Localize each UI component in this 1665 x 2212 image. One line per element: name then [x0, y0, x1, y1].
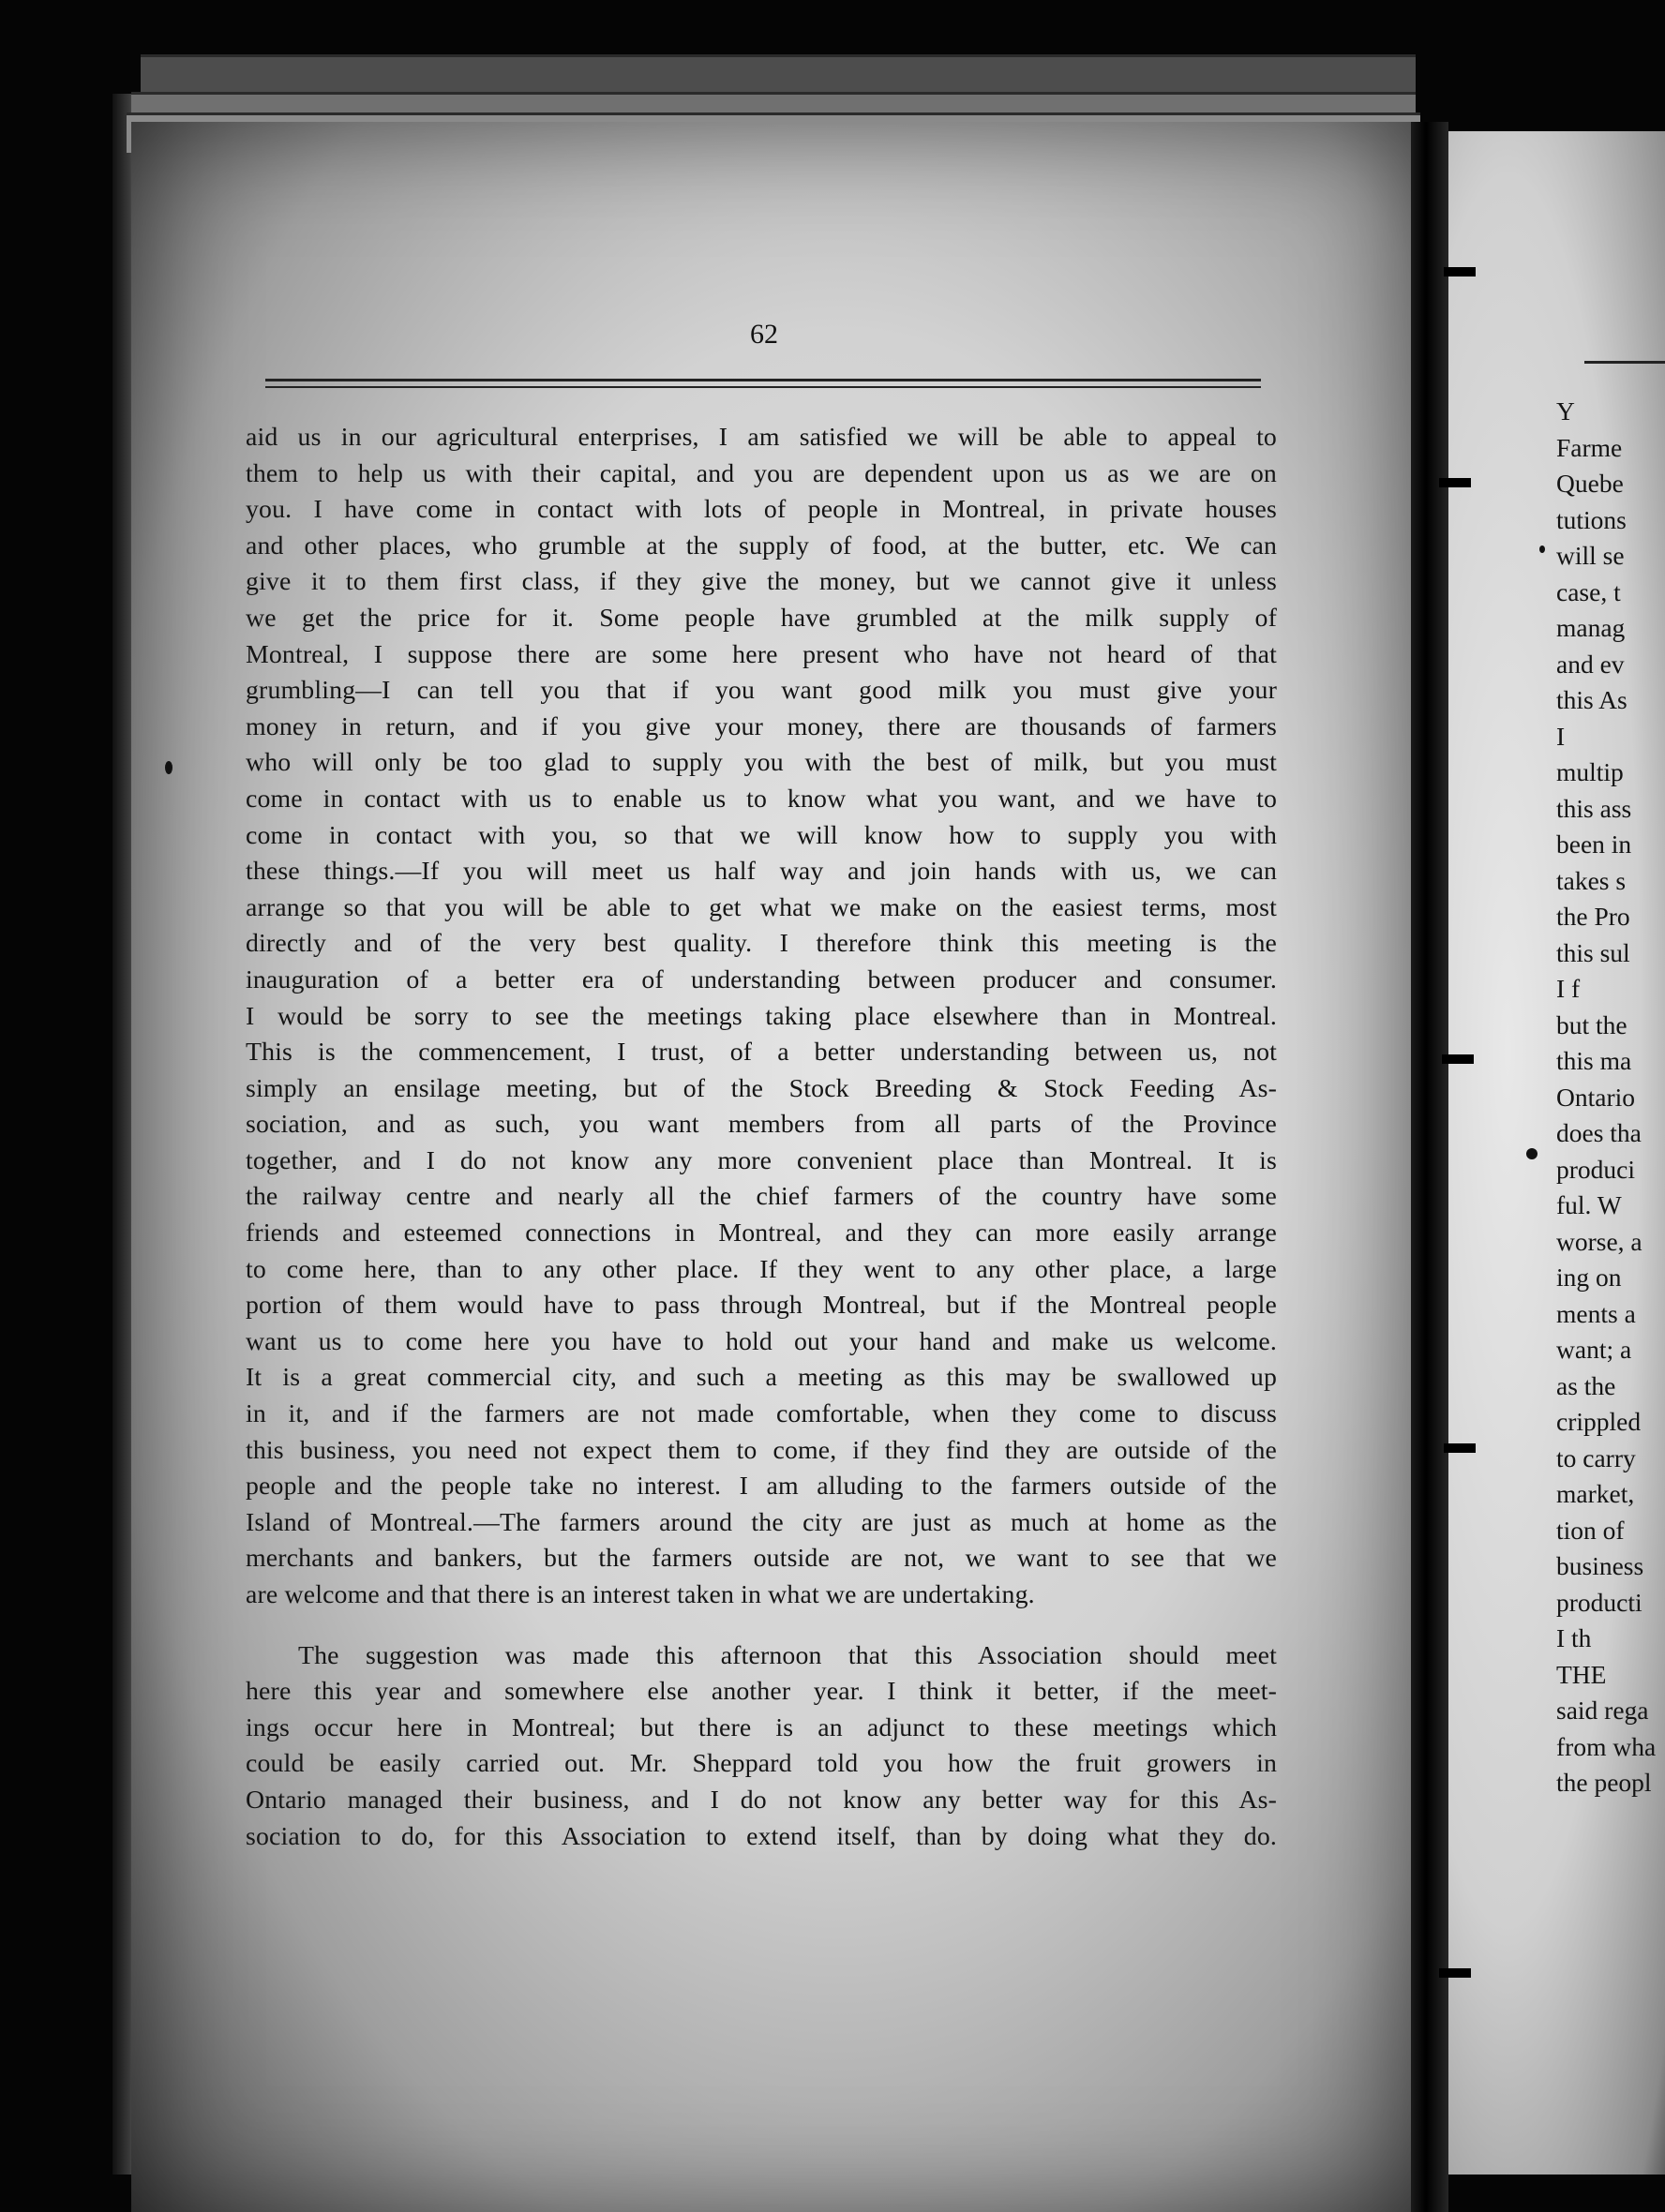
facing-text-line: I th [1556, 1623, 1592, 1652]
page-number: 62 [750, 319, 778, 350]
paragraph [246, 1638, 1277, 1856]
text-line: give it to them first class, if they give the money, but we cannot give it unless [246, 567, 1277, 597]
facing-text-line: but the [1556, 1009, 1628, 1039]
facing-text-line: ful. W [1556, 1190, 1622, 1219]
text-line: directly and of the very best quality. I therefore think this meeting is the [246, 929, 1277, 959]
facing-text-line: this ma [1556, 1046, 1632, 1075]
facing-text-line: this sul [1556, 937, 1630, 967]
text-line: sociation to do, for this Association to extend itself, than by doing what they do. [246, 1821, 1277, 1851]
facing-text-line: multip [1556, 757, 1624, 786]
text-line: simply an ensilage meeting, but of the Stock Breeding & Stock Feeding As- [246, 1073, 1277, 1103]
text-line: arrange so that you will be able to get what we make on the easiest terms, most [246, 892, 1277, 922]
facing-text-line: produci [1556, 1154, 1636, 1184]
text-line: friends and esteemed connections in Montreal, and they can more easily arrange [246, 1218, 1277, 1248]
header-rule [265, 386, 1261, 388]
text-line: the railway centre and nearly all the chief farmers of the country have some [246, 1182, 1277, 1212]
text-line: portion of them would have to pass through Montreal, but if the Montreal people [246, 1291, 1277, 1321]
facing-text-line: ments a [1556, 1298, 1636, 1328]
facing-text-line: and ev [1556, 649, 1625, 679]
facing-text-line: want; a [1556, 1335, 1632, 1364]
text-line: money in return, and if you give your money, there are thousands of farmers [246, 711, 1277, 741]
facing-text-line: THE [1556, 1659, 1607, 1689]
text-line: inauguration of a better era of understanding between producer and consumer. [246, 964, 1277, 994]
text-line: these things.—If you will meet us half way and join hands with us, we can [246, 857, 1277, 887]
facing-text-line: case, t [1556, 576, 1621, 606]
text-line: people and the people take no interest. I am alluding to the farmers outside of the [246, 1472, 1277, 1502]
binding-thread [1439, 478, 1471, 487]
scan-speck [1539, 546, 1545, 553]
text-line: grumbling—I can tell you that if you want good milk you must give your [246, 676, 1277, 706]
text-line: you. I have come in contact with lots of people in Montreal, in private houses [246, 495, 1277, 525]
text-line: together, and I do not know any more convenient place than Montreal. It is [246, 1145, 1277, 1175]
facing-text-line: tutions [1556, 504, 1627, 534]
text-line: in it, and if the farmers are not made comfortable, when they come to discuss [246, 1399, 1277, 1429]
text-line: here this year and somewhere else another year. I think it better, if the meet- [246, 1677, 1277, 1707]
facing-header-rule [1584, 361, 1665, 364]
facing-text-line: takes s [1556, 865, 1627, 895]
text-line: merchants and bankers, but the farmers outside are not, we want to see that we [246, 1544, 1277, 1574]
facing-text-line: market, [1556, 1479, 1635, 1508]
facing-text-line: producti [1556, 1587, 1642, 1617]
facing-text-line: the peopl [1556, 1768, 1652, 1797]
paragraph [246, 420, 1277, 1614]
text-line: I would be sorry to see the meetings taking place elsewhere than in Montreal. [246, 1001, 1277, 1031]
text-line: aid us in our agricultural enterprises, I am satisfied we will be able to appeal to [246, 423, 1277, 452]
text-line: come in contact with us to enable us to know what you want, and we have to [246, 784, 1277, 814]
page-body [246, 420, 1277, 1855]
facing-text-line: the Pro [1556, 902, 1630, 931]
facing-text-line: will se [1556, 541, 1625, 570]
text-line: this business, you need not expect them to come, if they find they are outside of the [246, 1435, 1277, 1465]
facing-text-line: tion of [1556, 1515, 1625, 1545]
text-line: It is a great commercial city, and such a meeting as this may be swallowed up [246, 1363, 1277, 1393]
binding-thread [1444, 267, 1476, 276]
facing-text-line: to carry [1556, 1442, 1636, 1472]
text-line: This is the commencement, I trust, of a better understanding between us, not [246, 1038, 1277, 1068]
facing-text-line: this ass [1556, 793, 1632, 823]
facing-text-line: manag [1556, 613, 1626, 642]
facing-text-line: I f [1556, 974, 1581, 1003]
text-line: them to help us with their capital, and you are dependent upon us as we are on [246, 458, 1277, 488]
text-line: come in contact with you, so that we will know how to supply you with [246, 820, 1277, 850]
text-line: Island of Montreal.—The farmers around the city are just as much at home as the [246, 1507, 1277, 1537]
text-line: ings occur here in Montreal; but there is an adjunct to these meetings which [246, 1712, 1277, 1742]
scan-speck [165, 761, 172, 774]
facing-text-line: business [1556, 1551, 1644, 1580]
facing-text-line: crippled [1556, 1407, 1642, 1436]
text-line: who will only be too glad to supply you with the best of milk, but you must [246, 748, 1277, 778]
facing-text-line: Y [1556, 396, 1575, 426]
facing-text-line: does tha [1556, 1118, 1642, 1147]
facing-text-line: been in [1556, 830, 1632, 859]
facing-text-line: ing on [1556, 1263, 1622, 1292]
text-line: sociation, and as such, you want members from all parts of the Province [246, 1110, 1277, 1140]
facing-text-line: Ontario [1556, 1082, 1636, 1112]
facing-text-line: as the [1556, 1370, 1616, 1400]
text-line: could be easily carried out. Mr. Sheppard told you how the fruit growers in [246, 1749, 1277, 1779]
text-line: to come here, than to any other place. If they went to any other place, a large [246, 1254, 1277, 1284]
facing-text-line: from wha [1556, 1731, 1657, 1761]
facing-text-line: Farme [1556, 432, 1623, 462]
binding-thread [1442, 1054, 1474, 1064]
header-rule [265, 379, 1261, 381]
binding-thread [1439, 1968, 1471, 1978]
facing-page-text [1556, 394, 1665, 1801]
text-line: and other places, who grumble at the supply of food, at the butter, etc. We can [246, 531, 1277, 560]
facing-text-line: Quebe [1556, 469, 1624, 498]
facing-text-line: worse, a [1556, 1226, 1642, 1256]
facing-text-line: this As [1556, 685, 1628, 714]
text-line: are welcome and that there is an interest taken in what we are undertaking. [246, 1580, 1035, 1609]
facing-text-line: I [1556, 721, 1566, 751]
text-line: The suggestion was made this afternoon that this Association should meet [298, 1640, 1277, 1670]
text-line: Montreal, I suppose there are some here present who have not heard of that [246, 639, 1277, 669]
binding-thread [1444, 1443, 1476, 1453]
binding-gutter [1411, 122, 1448, 2212]
text-line: want us to come here you have to hold out your hand and make us welcome. [246, 1326, 1277, 1356]
facing-text-line: said rega [1556, 1696, 1649, 1725]
text-line: we get the price for it. Some people have grumbled at the milk supply of [246, 603, 1277, 633]
scan-speck [1526, 1148, 1538, 1159]
text-line: Ontario managed their business, and I do not know any better way for this As- [246, 1785, 1277, 1815]
